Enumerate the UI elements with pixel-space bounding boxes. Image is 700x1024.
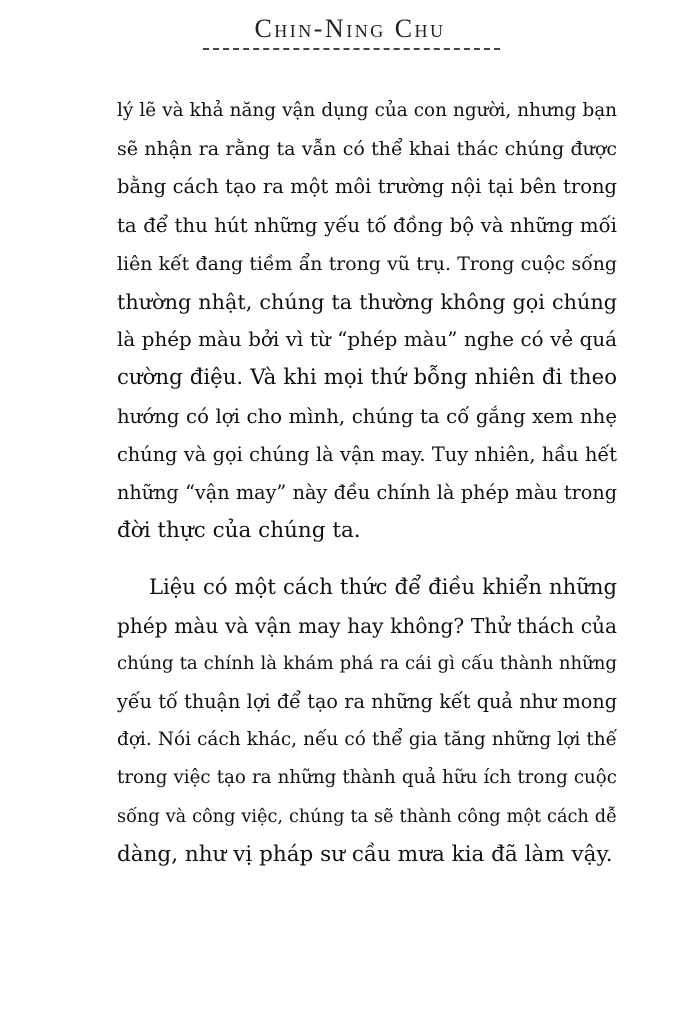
text-line: sống và công việc, chúng ta sẽ thành công một cách dễ <box>117 806 617 827</box>
text-line: bằng cách tạo ra một môi trường nội tại bên trong <box>117 175 617 199</box>
text-line: ta để thu hút những yếu tố đồng bộ và những mối <box>117 213 617 237</box>
running-head-author: Chin-Ning Chu <box>254 14 446 43</box>
text-line: sẽ nhận ra rằng ta vẫn có thể khai thác chúng được <box>117 138 617 161</box>
text-line: đợi. Nói cách khác, nếu có thể gia tăng những lợi thế <box>117 729 617 751</box>
text-line: những “vận may” này đều chính là phép màu trong <box>117 481 617 505</box>
text-line: dàng, như vị pháp sư cầu mưa kia đã làm vậy. <box>117 841 613 867</box>
text-line: liên kết đang tiềm ẩn trong vũ trụ. Trong cuộc sống <box>117 252 617 275</box>
paragraph-gap <box>117 550 617 568</box>
text-line: hướng có lợi cho mình, chúng ta cố gắng xem nhẹ <box>117 404 617 428</box>
text-line: là phép màu bởi vì từ “phép màu” nghe có vẻ quá <box>117 328 617 352</box>
text-line: chúng và gọi chúng là vận may. Tuy nhiên, hầu hết <box>117 442 617 466</box>
header-dashed-rule <box>203 48 500 50</box>
text-line: thường nhật, chúng ta thường không gọi chúng <box>117 290 617 315</box>
body-text <box>117 92 617 874</box>
text-line: cường điệu. Và khi mọi thứ bỗng nhiên đi theo <box>117 365 617 391</box>
text-line: đời thực của chúng ta. <box>117 518 361 544</box>
text-line: phép màu và vận may hay không? Thử thách của <box>117 613 617 638</box>
text-line: chúng ta chính là khám phá ra cái gì cấu thành những <box>117 652 617 674</box>
text-line: trong việc tạo ra những thành quả hữu ích trong cuộc <box>117 767 617 789</box>
text-line: yếu tố thuận lợi để tạo ra những kết quả như mong <box>117 690 617 714</box>
text-line: lý lẽ và khả năng vận dụng của con người, nhưng bạn <box>117 100 617 121</box>
text-line: Liệu có một cách thức để điều khiển những <box>149 574 617 600</box>
